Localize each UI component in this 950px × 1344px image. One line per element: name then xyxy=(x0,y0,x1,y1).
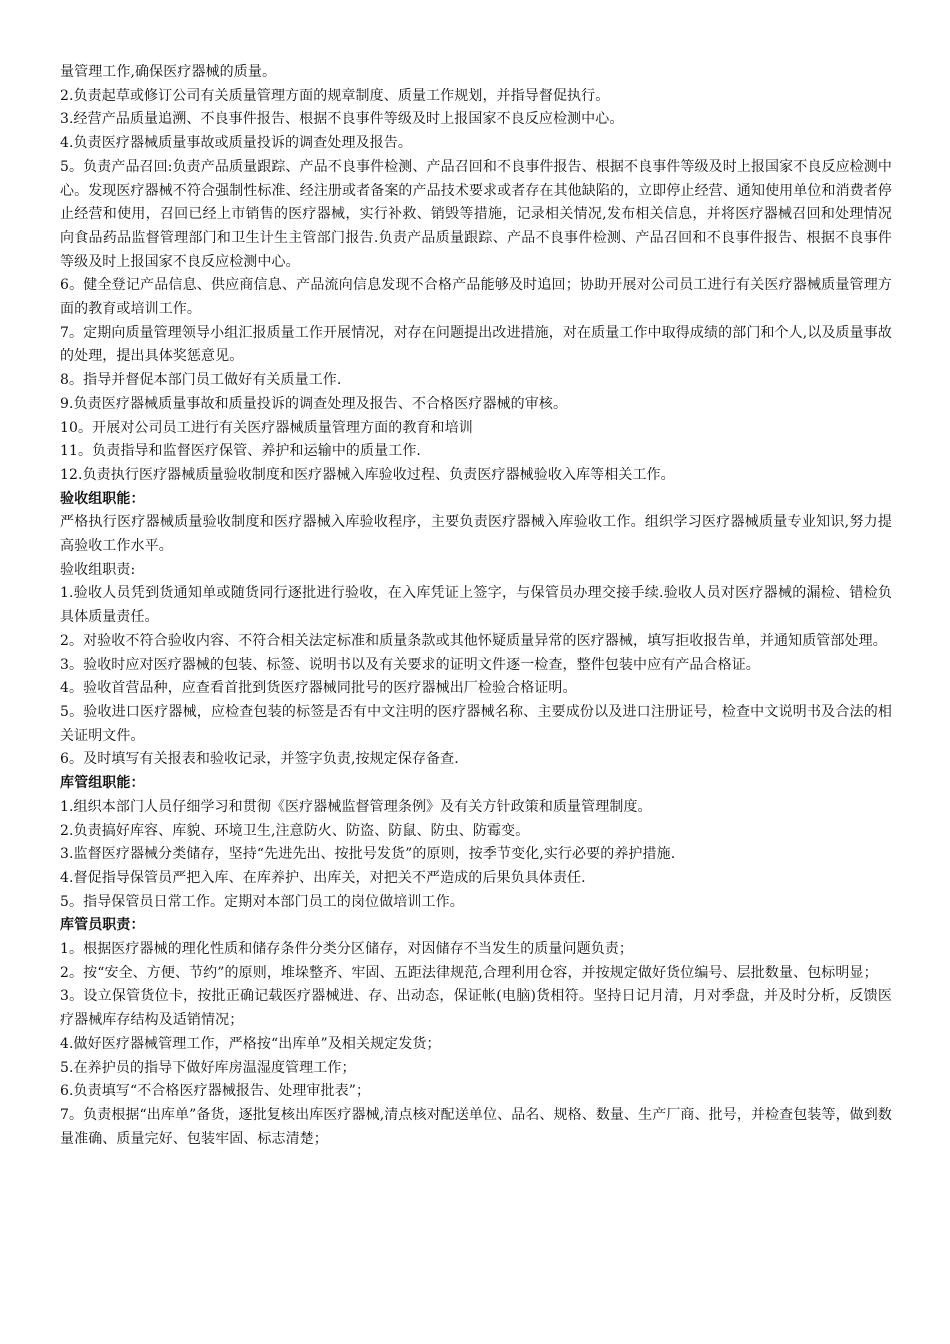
paragraph: 5.在养护员的指导下做好库房温湿度管理工作； xyxy=(60,1059,356,1076)
section-heading: 验收组职能： xyxy=(60,490,145,507)
paragraph: 2.负责起草或修订公司有关质量管理方面的规章制度、质量工作规划，并指导督促执行。 xyxy=(60,87,610,104)
paragraph: 4。验收首营品种，应查看首批到货医疗器械同批号的医疗器械出厂检验合格证明。 xyxy=(60,680,577,697)
paragraph: 5。指导保管员日常工作。定期对本部门员工的岗位做培训工作。 xyxy=(60,893,464,910)
paragraph: 3。设立保管货位卡，按批正确记载医疗器械进、存、出动态，保证帐(电脑)货相符。坚持日记月清，月对季盘，并及时分析，反馈医疗器械库存结构及适销情况； xyxy=(60,988,892,1029)
paragraph: 4.督促指导保管员严把入库、在库养护、出库关，对把关不严造成的后果负具体责任. xyxy=(60,869,586,886)
paragraph: 3.监督医疗器械分类储存，坚持“先进先出、按批号发货”的原则，按季节变化,实行必要的养护措施. xyxy=(60,846,676,863)
paragraph: 10。开展对公司员工进行有关医疗器械质量管理方面的教育和培训 xyxy=(60,419,473,436)
section-heading: 库管员职责： xyxy=(60,917,145,934)
paragraph: 严格执行医疗器械质量验收制度和医疗器械入库验收程序，主要负责医疗器械入库验收工作。组织学习医疗器械质量专业知识,努力提高验收工作水平。 xyxy=(60,514,892,555)
paragraph: 12.负责执行医疗器械质量验收制度和医疗器械入库验收过程、负责医疗器械验收入库等相关工作。 xyxy=(60,466,675,483)
paragraph: 9.负责医疗器械质量事故和质量投诉的调查处理及报告、不合格医疗器械的审核。 xyxy=(60,395,568,412)
paragraph: 1。根据医疗器械的理化性质和储存条件分类分区储存，对因储存不当发生的质量问题负责； xyxy=(60,941,634,958)
paragraph: 4.负责医疗器械质量事故或质量投诉的调查处理及报告。 xyxy=(60,135,412,152)
paragraph: 2.负责搞好库容、库貌、环境卫生,注意防火、防盗、防鼠、防虫、防霉变。 xyxy=(60,822,530,839)
paragraph: 验收组职责: xyxy=(60,561,136,578)
paragraph: 11。负责指导和监督医疗保管、养护和运输中的质量工作. xyxy=(60,443,421,460)
paragraph: 1.验收人员凭到货通知单或随货同行逐批进行验收，在入库凭证上签字，与保管员办理交接手续.验收人员对医疗器械的漏检、错检负具体质量责任。 xyxy=(60,585,892,626)
paragraph: 3。验收时应对医疗器械的包装、标签、说明书以及有关要求的证明文件逐一检查，整件包装中应有产品合格证。 xyxy=(60,656,760,673)
paragraph: 2。按“安全、方便、节约”的原则，堆垛整齐、牢固、五距法律规范,合理利用仓容，并按规定做好货位编号、层批数量、包标明显； xyxy=(60,964,878,981)
paragraph: 6。及时填写有关报表和验收记录，并签字负责,按规定保存备查. xyxy=(60,751,459,768)
paragraph: 8。指导并督促本部门员工做好有关质量工作. xyxy=(60,372,342,389)
paragraph: 2。对验收不符合验收内容、不符合相关法定标准和质量条款或其他怀疑质量异常的医疗器械，填写拒收报告单，并通知质管部处理。 xyxy=(60,632,887,649)
paragraph: 4.做好医疗器械管理工作，严格按“出库单”及相关规定发货； xyxy=(60,1035,441,1052)
paragraph: 量管理工作,确保医疗器械的质量。 xyxy=(60,64,277,80)
document-page xyxy=(60,61,892,1151)
paragraph: 3.经营产品质量追溯、不良事件报告、根据不良事件等级及时上报国家不良反应检测中心。 xyxy=(60,111,624,128)
paragraph: 7。负责根据“出库单”备货，逐批复核出库医疗器械,清点核对配送单位、品名、规格、数量、生产厂商、批号，并检查包装等，做到数量准确、质量完好、包装牢固、标志清楚； xyxy=(60,1106,892,1147)
paragraph: 5。负责产品召回:负责产品质量跟踪、产品不良事件检测、产品召回和不良事件报告、根据不良事件等级及时上报国家不良反应检测中心。发现医疗器械不符合强制性标准、经注册或者备案的产品技术要求或者存在其他缺陷的，立即停止经营、通知使用单位和消费者停止经营和使用，召回已经上市销售的医疗器械，实行补救、销毁等措施，记录相关情况,发布相关信息，并将医疗器械召回和处理情况向食品药品监督管理部门和卫生计生主管部门报告.负责产品质量跟踪、产品不良事件检测、产品召回和不良事件报告、根据不良事件等级及时上报国家不良反应检测中心。 xyxy=(60,158,892,270)
paragraph: 6.负责填写“不合格医疗器械报告、处理审批表”； xyxy=(60,1083,371,1100)
paragraph: 5。验收进口医疗器械，应检查包装的标签是否有中文注明的医疗器械名称、主要成份以及进口注册证号，检查中文说明书及合法的相关证明文件。 xyxy=(60,703,892,744)
paragraph: 1.组织本部门人员仔细学习和贯彻《医疗器械监督管理条例》及有关方针政策和质量管理制度。 xyxy=(60,798,652,815)
paragraph: 6。健全登记产品信息、供应商信息、产品流向信息发现不合格产品能够及时追回；协助开展对公司员工进行有关医疗器械质量管理方面的教育或培训工作。 xyxy=(60,277,892,318)
section-heading: 库管组职能： xyxy=(60,775,145,792)
paragraph: 7。定期向质量管理领导小组汇报质量工作开展情况，对存在问题提出改进措施，对在质量工作中取得成绩的部门和个人,以及质量事故的处理，提出具体奖惩意见。 xyxy=(60,324,892,365)
